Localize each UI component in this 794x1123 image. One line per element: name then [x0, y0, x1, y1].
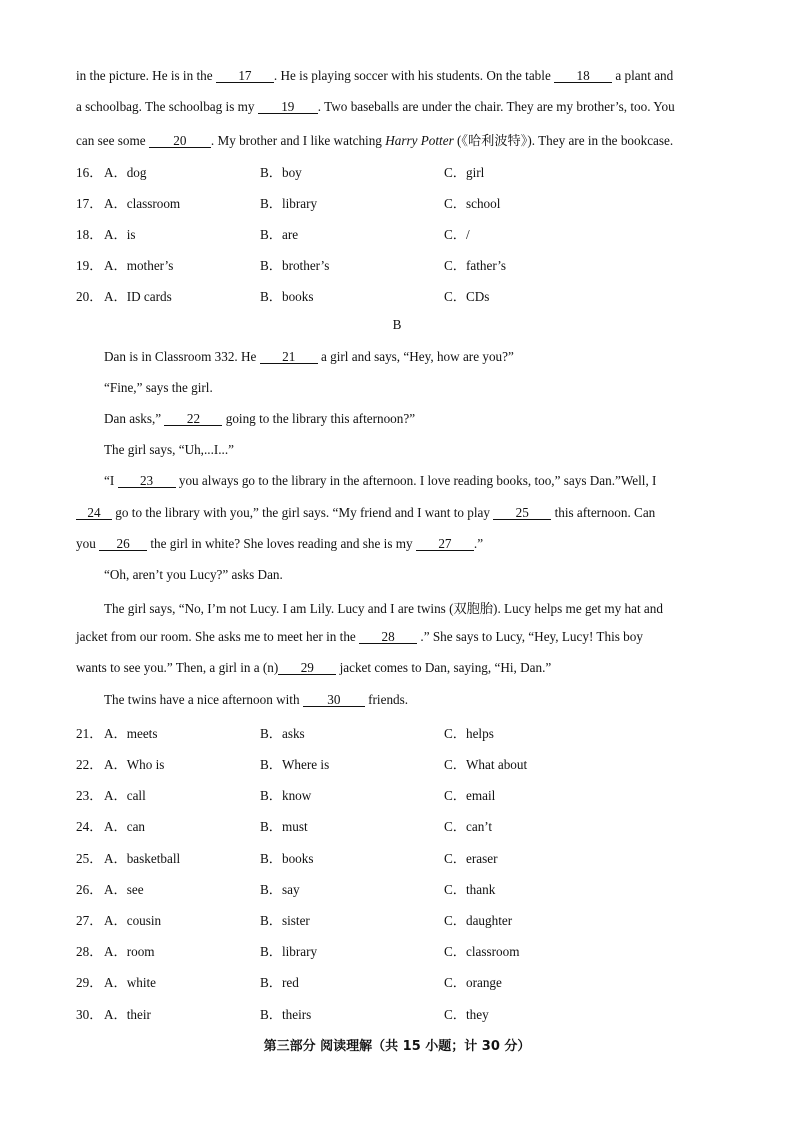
option-a[interactable]: A．meets	[104, 726, 158, 741]
blank-22: 22	[164, 412, 222, 426]
blank-23: 23	[118, 474, 176, 488]
option-b[interactable]: B．are	[260, 227, 299, 242]
blank-20: 20	[149, 134, 211, 148]
passage-b-line-5: “I 23 you always go to the library in the afternoon. I love reading books, too,” says Dan.”Well, I	[104, 473, 657, 488]
question-21: 21． A．meets B．asks C．helps	[76, 723, 718, 741]
option-b[interactable]: B．asks	[260, 726, 305, 741]
blank-19: 19	[258, 100, 318, 114]
question-28: 28． A．room B．library C．classroom	[76, 941, 718, 959]
option-c[interactable]: C．school	[444, 196, 501, 211]
option-c[interactable]: C．eraser	[444, 851, 498, 866]
option-c[interactable]: C．girl	[444, 165, 485, 180]
passage-b-line-7: you 26 the girl in white? She loves reading and she is my 27 .”	[76, 536, 484, 551]
passage-b-line-3: Dan asks,” 22 going to the library this afternoon?”	[104, 411, 416, 426]
option-b[interactable]: B．know	[260, 788, 312, 803]
question-30: 30． A．their B．theirs C．they	[76, 1004, 718, 1022]
question-16: 16． A．dog B．boy C．girl	[76, 162, 718, 180]
question-17: 17． A．classroom B．library C．school	[76, 193, 718, 211]
blank-27: 27	[416, 537, 474, 551]
option-a[interactable]: A．is	[104, 227, 136, 242]
option-b[interactable]: B．books	[260, 289, 314, 304]
question-26: 26． A．see B．say C．thank	[76, 879, 718, 897]
option-c[interactable]: C．helps	[444, 726, 494, 741]
blank-24: 24	[76, 506, 112, 520]
blank-26: 26	[99, 537, 147, 551]
option-b[interactable]: B．sister	[260, 913, 310, 928]
option-a[interactable]: A．classroom	[104, 196, 181, 211]
option-b[interactable]: B．theirs	[260, 1007, 312, 1022]
option-c[interactable]: C．daughter	[444, 913, 513, 928]
option-c[interactable]: C．can’t	[444, 819, 493, 834]
option-b[interactable]: B．boy	[260, 165, 302, 180]
option-b[interactable]: B．brother’s	[260, 258, 330, 273]
blank-18: 18	[554, 69, 612, 83]
question-19: 19． A．mother’s B．brother’s C．father’s	[76, 255, 718, 273]
passage-b-line-4: The girl says, “Uh,...I...”	[104, 442, 235, 457]
option-c[interactable]: C．classroom	[444, 944, 520, 959]
blank-25: 25	[493, 506, 551, 520]
option-a[interactable]: A．cousin	[104, 913, 162, 928]
passage-b-line-11: wants to see you.” Then, a girl in a (n) 29 jacket comes to Dan, saying, “Hi, Dan.”	[76, 660, 552, 675]
option-b[interactable]: B．red	[260, 975, 299, 990]
option-b[interactable]: B．library	[260, 944, 318, 959]
option-a[interactable]: A．white	[104, 975, 157, 990]
option-c[interactable]: C．orange	[444, 975, 502, 990]
book-title: Harry Potter	[385, 133, 454, 148]
question-24: 24． A．can B．must C．can’t	[76, 816, 718, 834]
option-a[interactable]: A．call	[104, 788, 146, 803]
passage-b-line-9: The girl says, “No, I’m not Lucy. I am Lily. Lucy and I are twins (双胞胎). Lucy helps me get my hat and	[104, 601, 663, 616]
passage-b-line-2: “Fine,” says the girl.	[104, 380, 213, 395]
question-22: 22． A．Who is B．Where is C．What about	[76, 754, 718, 772]
option-c[interactable]: C．father’s	[444, 258, 507, 273]
option-c[interactable]: C．they	[444, 1007, 489, 1022]
option-b[interactable]: B．library	[260, 196, 318, 211]
question-20: 20． A．ID cards B．books C．CDs	[76, 286, 718, 304]
section-b-heading: B	[392, 317, 402, 332]
question-18: 18． A．is B．are C．/	[76, 224, 718, 242]
option-a[interactable]: A．ID cards	[104, 289, 172, 304]
option-c[interactable]: C．thank	[444, 882, 496, 897]
blank-30: 30	[303, 693, 365, 707]
blank-28: 28	[359, 630, 417, 644]
option-a[interactable]: A．dog	[104, 165, 147, 180]
passage-b-line-12: The twins have a nice afternoon with 30 friends.	[104, 692, 409, 707]
question-25: 25． A．basketball B．books C．eraser	[76, 848, 718, 866]
blank-21: 21	[260, 350, 318, 364]
option-a[interactable]: A．their	[104, 1007, 151, 1022]
passage-a-line-3: can see some 20 . My brother and I like watching Harry Potter (《哈利波特》). They are in the bookcase.	[76, 133, 674, 148]
option-a[interactable]: A．can	[104, 819, 146, 834]
option-c[interactable]: C．/	[444, 227, 470, 242]
option-c[interactable]: C．What about	[444, 757, 528, 772]
question-27: 27． A．cousin B．sister C．daughter	[76, 910, 718, 928]
option-a[interactable]: A．basketball	[104, 851, 181, 866]
option-b[interactable]: B．must	[260, 819, 308, 834]
passage-b-line-8: “Oh, aren’t you Lucy?” asks Dan.	[104, 567, 283, 582]
option-b[interactable]: B．books	[260, 851, 314, 866]
question-23: 23． A．call B．know C．email	[76, 785, 718, 803]
passage-a-line-1: in the picture. He is in the 17 . He is playing soccer with his students. On the table 18 a plant and	[76, 68, 674, 83]
option-b[interactable]: B．say	[260, 882, 300, 897]
option-a[interactable]: A．mother’s	[104, 258, 174, 273]
passage-b-line-1: Dan is in Classroom 332. He 21 a girl and says, “Hey, how are you?”	[104, 349, 514, 364]
option-c[interactable]: C．email	[444, 788, 496, 803]
option-a[interactable]: A．see	[104, 882, 144, 897]
option-c[interactable]: C．CDs	[444, 289, 490, 304]
question-29: 29． A．white B．red C．orange	[76, 972, 718, 990]
blank-17: 17	[216, 69, 274, 83]
passage-a-line-2: a schoolbag. The schoolbag is my 19 . Two baseballs are under the chair. They are my brother’s, too. You	[76, 99, 675, 114]
option-a[interactable]: A．Who is	[104, 757, 165, 772]
part-three-heading: 第三部分 阅读理解（共 15 小题；计 30 分）	[263, 1039, 531, 1054]
passage-b-line-6: 24 go to the library with you,” the girl says. “My friend and I want to play 25 this afternoon. Can	[76, 505, 718, 521]
option-b[interactable]: B．Where is	[260, 757, 330, 772]
blank-29: 29	[278, 661, 336, 675]
passage-b-line-10: jacket from our room. She asks me to meet her in the 28 .” She says to Lucy, “Hey, Lucy! This boy	[76, 629, 643, 644]
option-a[interactable]: A．room	[104, 944, 155, 959]
